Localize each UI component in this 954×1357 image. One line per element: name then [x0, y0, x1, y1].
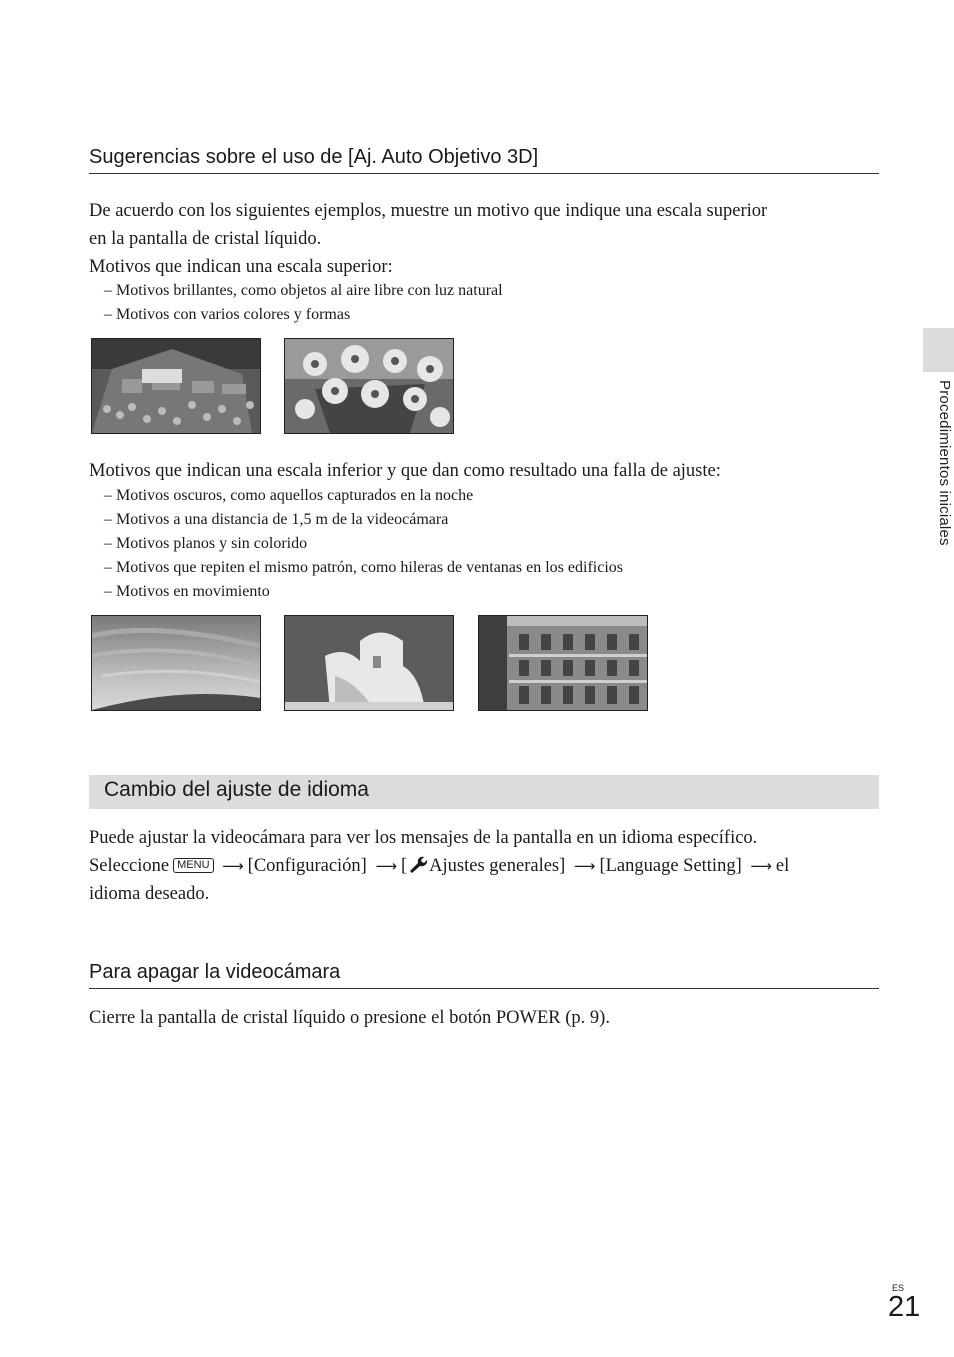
language-line2	[89, 852, 879, 880]
language-code: ES	[892, 1283, 905, 1293]
tips-intro-line2: en la pantalla de cristal líquido.	[89, 229, 322, 249]
right-arrow-icon: ⟶	[375, 857, 397, 875]
market-photo	[91, 338, 261, 434]
right-arrow-icon: ⟶	[573, 857, 596, 875]
list-item: – Motivos a una distancia de 1,5 m de la videocámara	[104, 511, 449, 528]
tips-intro-line1: De acuerdo con los siguientes ejemplos, muestre un motivo que indique una escala superior	[89, 201, 768, 221]
config-label: [Configuración]	[247, 856, 367, 876]
language-section-title: Cambio del ajuste de idioma	[104, 778, 369, 801]
wrench-icon	[407, 855, 429, 873]
facade-photo	[478, 615, 648, 711]
side-section-label: Procedimientos iniciales	[936, 380, 953, 546]
list-item: – Motivos con varios colores y formas	[104, 306, 351, 323]
right-arrow-icon: ⟶	[222, 857, 244, 875]
power-text: Cierre la pantalla de cristal líquido o presione el botón POWER (p. 9).	[89, 1008, 610, 1028]
list-item: – Motivos que repiten el mismo patrón, como hileras de ventanas en los edificios	[104, 559, 623, 576]
right-arrow-icon: ⟶	[750, 857, 772, 875]
page-number: 21	[888, 1291, 921, 1323]
high-scale-label: Motivos que indican una escala superior:	[89, 257, 393, 277]
general-settings-label: Ajustes generales]	[429, 856, 566, 876]
side-tab-marker	[923, 328, 954, 372]
sky-photo	[91, 615, 261, 711]
list-item: – Motivos en movimiento	[104, 583, 270, 600]
high-scale-list	[104, 279, 864, 327]
list-item: – Motivos planos y sin colorido	[104, 535, 308, 552]
flowers-photo	[284, 338, 454, 434]
menu-key-icon: MENU	[173, 858, 213, 873]
bracket-open: [	[400, 856, 408, 876]
low-scale-label: Motivos que indican una escala inferior y que dan como resultado una falla de ajuste:	[89, 461, 721, 481]
language-line1: Puede ajustar la videocámara para ver los mensajes de la pantalla en un idioma específico.	[89, 828, 758, 848]
tips-heading: Sugerencias sobre el uso de [Aj. Auto Objetivo 3D]	[89, 146, 879, 174]
white-building-photo	[284, 615, 454, 711]
list-item: – Motivos brillantes, como objetos al aire libre con luz natural	[104, 282, 503, 299]
el-word: el	[775, 856, 790, 876]
low-scale-list	[104, 484, 864, 604]
language-line3: idioma deseado.	[89, 884, 210, 904]
select-word: Seleccione	[89, 856, 170, 876]
power-heading: Para apagar la videocámara	[89, 961, 879, 989]
language-setting-label: [Language Setting]	[599, 856, 742, 876]
list-item: – Motivos oscuros, como aquellos capturados en la noche	[104, 487, 474, 504]
